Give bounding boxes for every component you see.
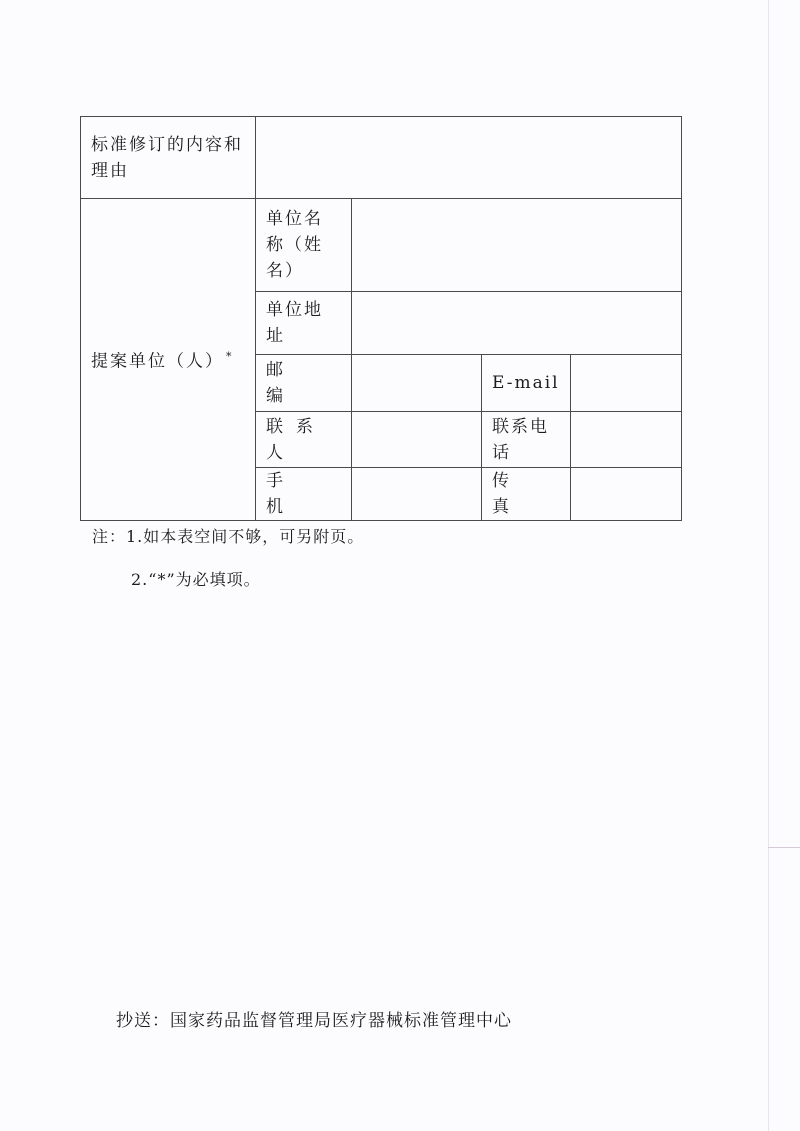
unit-address-label: 单位地址: [266, 300, 323, 346]
mobile-label: 手机: [266, 471, 327, 517]
phone-label: 联系电话: [492, 416, 549, 463]
phone-label-cell: [482, 412, 571, 468]
email-label: E-mail: [492, 373, 560, 393]
reason-label-cell: [81, 117, 256, 199]
email-field[interactable]: [571, 355, 682, 412]
contact-label-cell: [256, 412, 352, 468]
postcode-field[interactable]: [352, 355, 482, 412]
postcode-label: 邮编: [266, 360, 327, 406]
required-mark: *: [226, 350, 234, 364]
note-2: 2.“*”为必填项。: [131, 570, 261, 589]
proposal-form-table: [80, 116, 682, 521]
fax-label-cell: [482, 468, 571, 521]
reason-field[interactable]: [256, 117, 682, 199]
unit-address-label-cell: [256, 292, 352, 355]
unit-name-label: 单位名称（姓名）: [266, 209, 323, 281]
unit-name-row: [81, 199, 682, 292]
fax-field[interactable]: [571, 468, 682, 521]
proposer-label: 提案单位（人）: [91, 351, 224, 372]
reason-row: [81, 117, 682, 199]
unit-address-field[interactable]: [352, 292, 682, 355]
page-edge-mark: [768, 847, 800, 848]
reason-label: 标准修订的内容和理由: [91, 134, 243, 181]
contact-field[interactable]: [352, 412, 482, 468]
mobile-label-cell: [256, 468, 352, 521]
proposer-label-cell: [81, 199, 256, 521]
unit-name-field[interactable]: [352, 199, 682, 292]
fax-label: 传真: [492, 471, 553, 517]
note-1: 注：1.如本表空间不够，可另附页。: [92, 527, 365, 546]
phone-field[interactable]: [571, 412, 682, 468]
email-label-cell: [482, 355, 571, 412]
page-edge-line: [768, 0, 769, 1131]
unit-name-label-cell: [256, 199, 352, 292]
cc-line: 抄送：国家药品监督管理局医疗器械标准管理中心: [116, 1011, 512, 1031]
contact-label: 联系人: [266, 416, 326, 463]
mobile-field[interactable]: [352, 468, 482, 521]
postcode-label-cell: [256, 355, 352, 412]
